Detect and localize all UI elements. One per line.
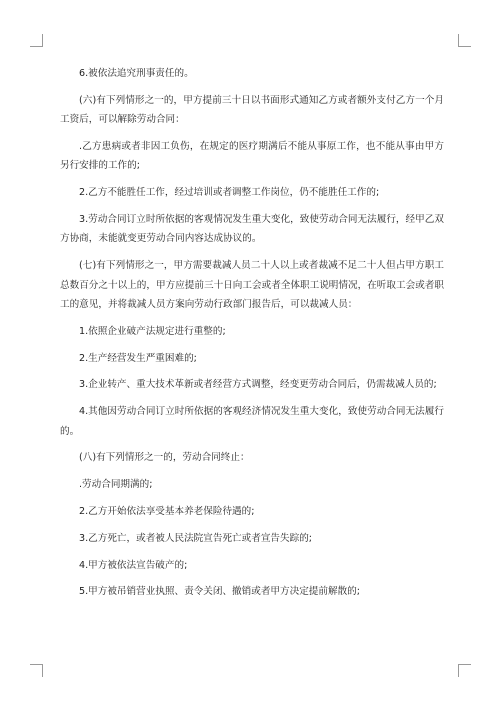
clause-item-incompetent: 2.乙方不能胜任工作，经过培训或者调整工作岗位，仍不能胜任工作的; [79, 187, 380, 199]
clause-item-illness-injury: .乙方患病或者非因工负伤，在规定的医疗期满后不能从事原工作，也不能从事由甲方另行安排的工作的; [60, 141, 444, 172]
crop-mark-top-left [30, 34, 43, 47]
section-6-heading: (六)有下列情形之一的，甲方提前三十日以书面形式通知乙方或者额外支付乙方一个月工资后，可以解除劳动合同： [60, 94, 444, 126]
clause-item-6-criminal-liability: 6.被依法追究刑事责任的。 [79, 68, 194, 79]
clause-item-employer-bankrupt: 4.甲方被依法宣告破产的; [79, 559, 188, 571]
clause-item-economic-change: 4.其他因劳动合同订立时所依据的客观经济情况发生重大变化，致使劳动合同无法履行的。 [60, 406, 444, 437]
crop-mark-bottom-right [458, 664, 471, 677]
crop-mark-top-right [458, 34, 471, 47]
document-body [60, 64, 444, 609]
clause-item-death-missing: 3.乙方死亡，或者被人民法院宣告死亡或者宣告失踪的; [79, 532, 313, 544]
clause-item-bankruptcy-reorganization: 1.依照企业破产法规定进行重整的; [79, 325, 226, 337]
clause-item-restructuring: 3.企业转产、重大技术革新或者经营方式调整，经变更劳动合同后，仍需裁减人员的; [79, 379, 437, 391]
section-8-heading: (八)有下列情形之一的，劳动合同终止： [79, 452, 250, 464]
clause-item-operating-difficulty: 2.生产经营发生严重困难的; [79, 352, 197, 364]
clause-item-contract-expiry: .劳动合同期满的; [79, 479, 153, 491]
section-7-heading: (七)有下列情形之一，甲方需要裁减人员二十人以上或者裁减不足二十人但占甲方职工总数百分之十以上的，甲方应提前三十日向工会或者全体职工说明情况，在听取工会或者职工的意见，并将裁减人员方案向劳动行政部门报告后，可以裁减人员： [60, 260, 444, 311]
clause-item-pension: 2.乙方开始依法享受基本养老保险待遇的; [79, 506, 255, 517]
clause-item-employer-dissolved: 5.甲方被吊销营业执照、责令关闭、撤销或者甲方决定提前解散的; [79, 586, 361, 598]
clause-item-circumstance-change: 3.劳动合同订立时所依据的客观情况发生重大变化，致使劳动合同无法履行，经甲乙双方协商，未能就变更劳动合同内容达成协议的。 [60, 214, 444, 245]
crop-mark-bottom-left [30, 664, 43, 677]
